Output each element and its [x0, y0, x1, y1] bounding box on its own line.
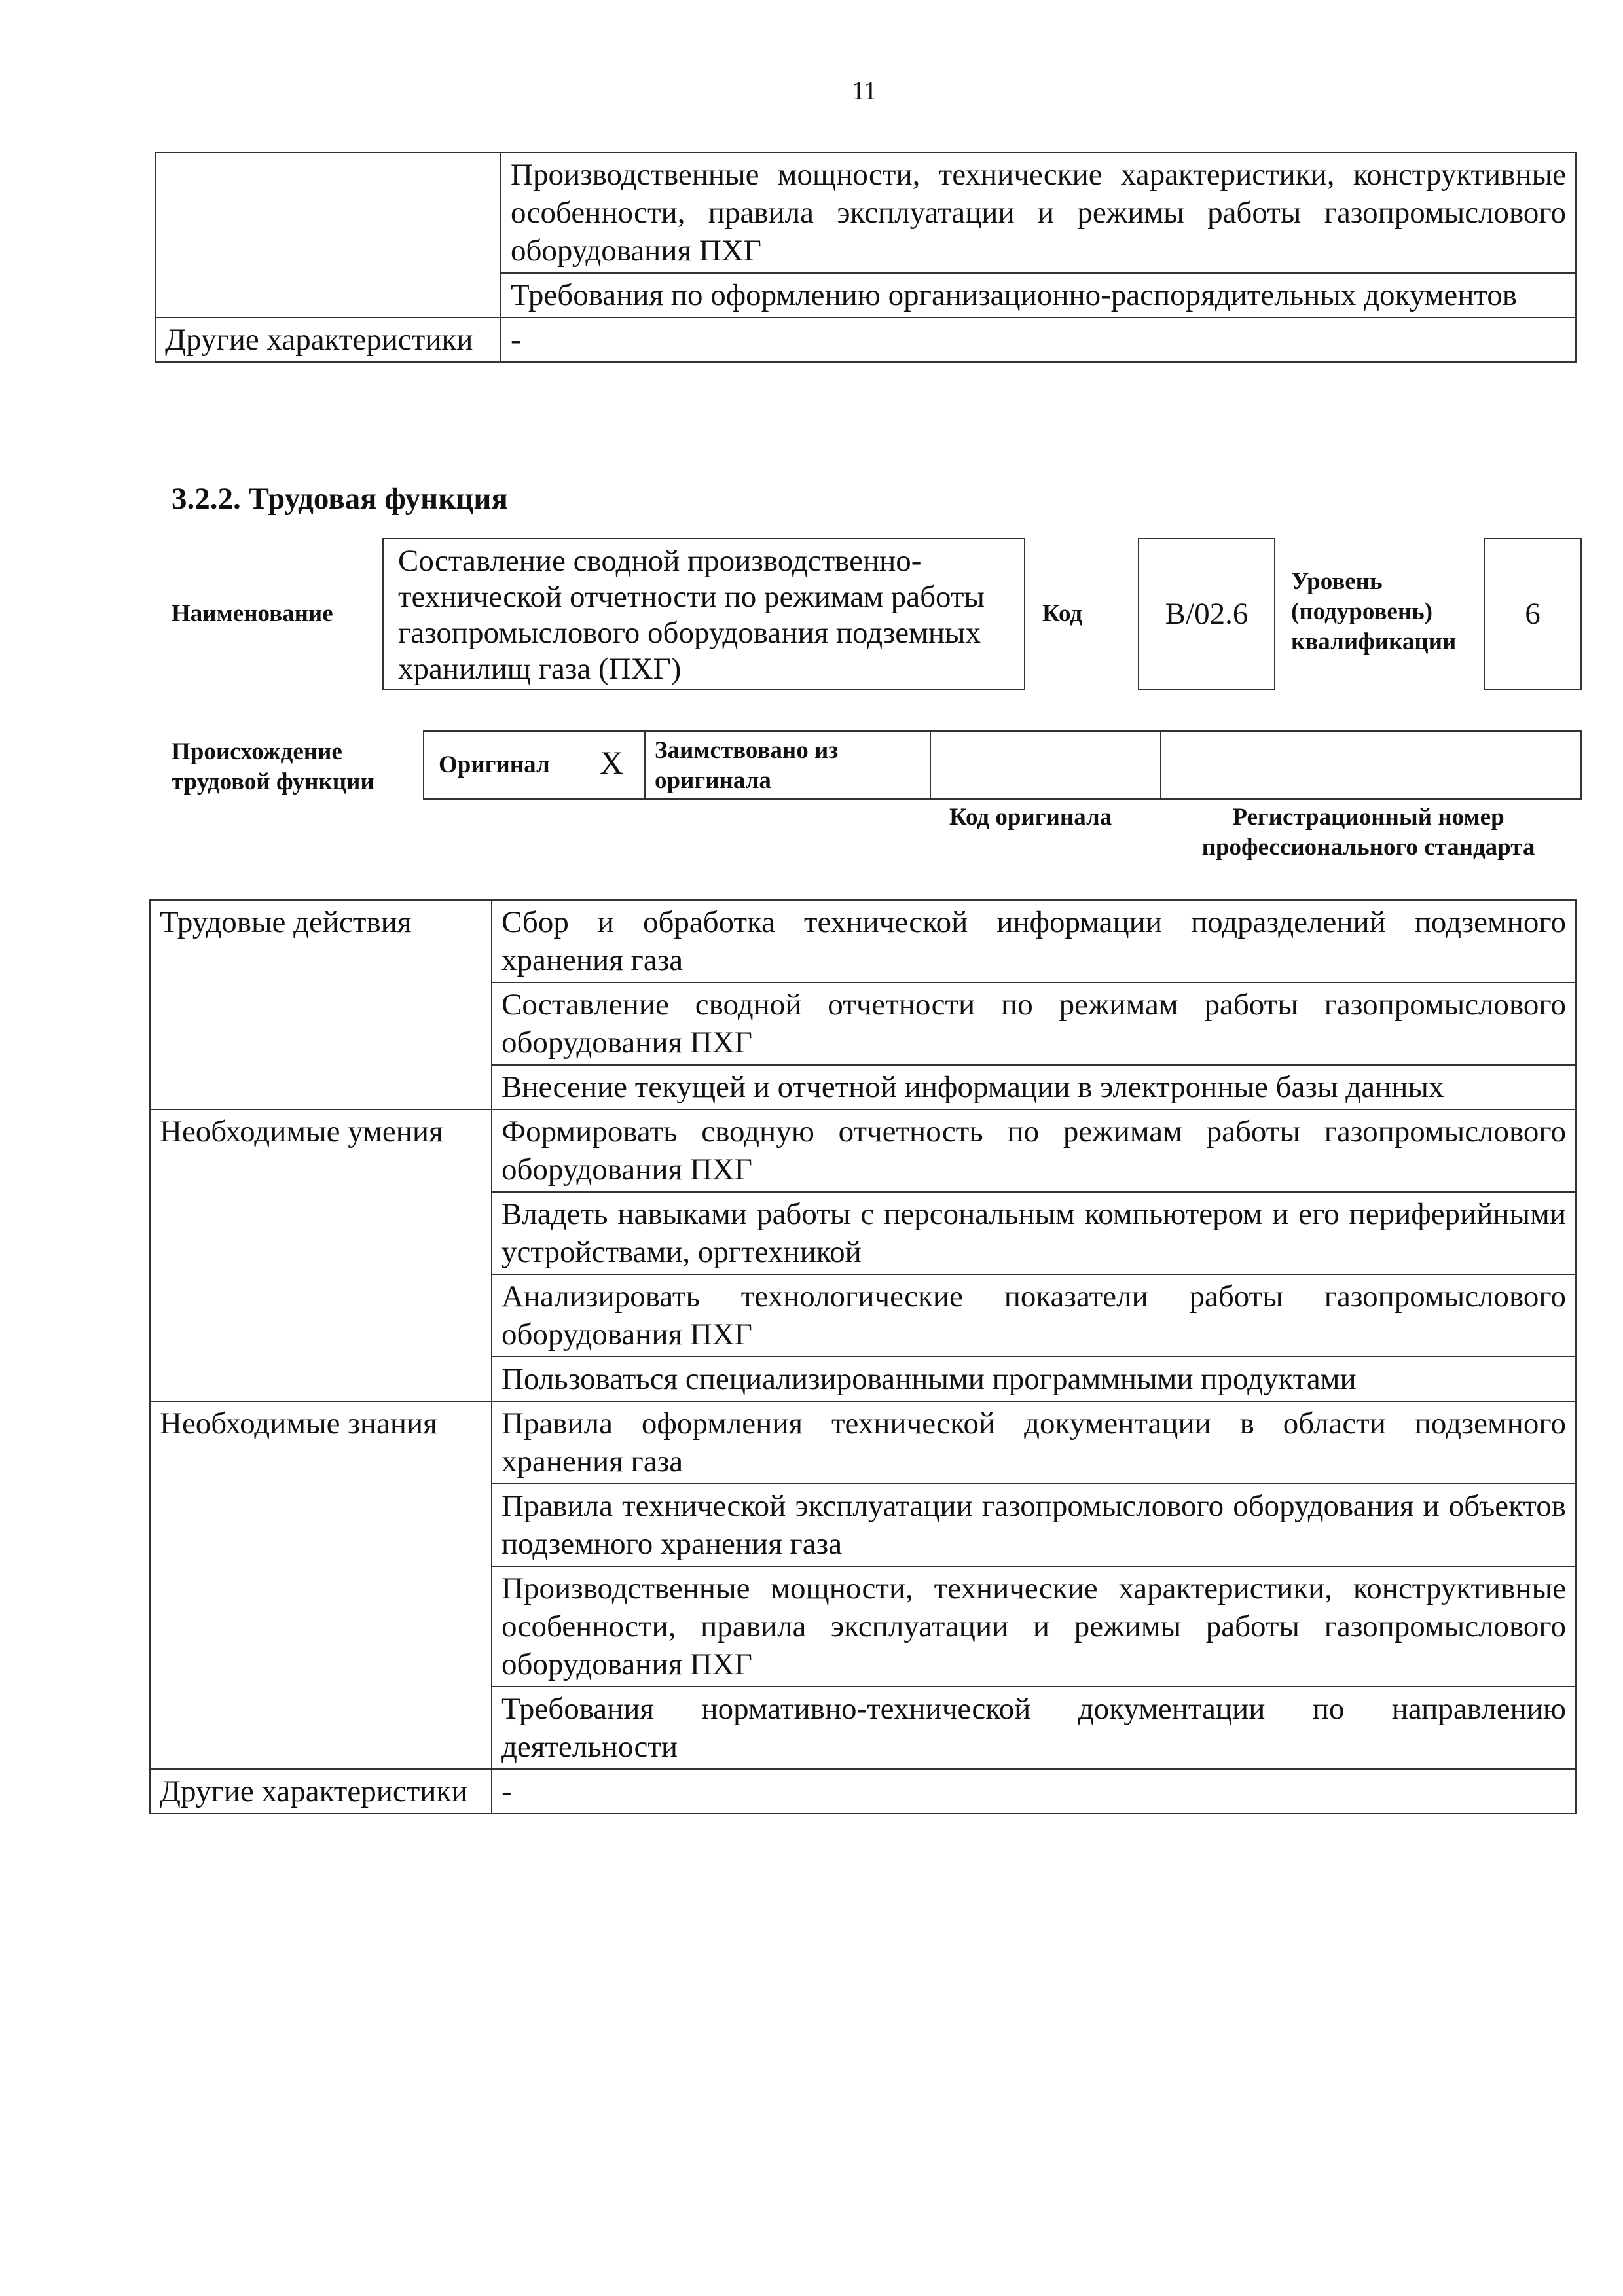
row-label: [155, 152, 501, 317]
section-heading: 3.2.2. Трудовая функция: [172, 482, 508, 516]
row-item: Производственные мощности, технические характеристики, конструктивные особенности, правила эксплуатации и режимы работы газопромыслового оборудования ПХГ: [501, 152, 1576, 273]
origin-divider: [1160, 732, 1161, 798]
code-box: [1138, 538, 1275, 690]
row-label: Трудовые действия: [150, 900, 492, 1109]
row-label: Другие характеристики: [155, 317, 501, 362]
main-table: [149, 899, 1577, 1814]
row-item: Владеть навыками работы с персональным компьютером и его периферийными устройствами, оргтехникой: [492, 1192, 1576, 1274]
table-row: [155, 317, 1576, 362]
row-item: Правила технической эксплуатации газопромыслового оборудования и объектов подземного хранения газа: [492, 1484, 1576, 1566]
row-item: Правила оформления технической документации в области подземного хранения газа: [492, 1401, 1576, 1484]
table-row: [150, 900, 1576, 982]
level-value: 6: [1525, 597, 1541, 631]
row-item: Анализировать технологические показатели работы газопромыслового оборудования ПХГ: [492, 1274, 1576, 1357]
code-value: B/02.6: [1165, 597, 1249, 631]
name-label: Наименование: [172, 600, 333, 627]
table-row: [150, 1769, 1576, 1814]
original-label: Оригинал: [439, 751, 550, 778]
origin-divider: [644, 732, 646, 798]
row-label: Необходимые знания: [150, 1401, 492, 1769]
origin-box: [423, 730, 1582, 800]
origin-divider: [930, 732, 931, 798]
row-item: Пользоваться специализированными программными продуктами: [492, 1357, 1576, 1401]
reg-number-caption: Регистрационный номер профессионального стандарта: [1201, 804, 1535, 861]
table-row: [155, 152, 1576, 273]
top-table: [155, 152, 1577, 363]
row-item: Составление сводной отчетности по режимам работы газопромыслового оборудования ПХГ: [492, 982, 1576, 1065]
row-item: -: [492, 1769, 1576, 1814]
row-item: -: [501, 317, 1576, 362]
original-mark: X: [600, 744, 624, 781]
borrowed-label: Заимствовано из оригинала: [655, 737, 839, 794]
row-item: Требования нормативно-технической документации по направлению деятельности: [492, 1687, 1576, 1769]
row-item: Формировать сводную отчетность по режимам работы газопромыслового оборудования ПХГ: [492, 1109, 1576, 1192]
code-label: Код: [1042, 600, 1083, 627]
row-item: Требования по оформлению организационно-распорядительных документов: [501, 273, 1576, 317]
row-item: Сбор и обработка технической информации подразделений подземного хранения газа: [492, 900, 1576, 982]
level-box: [1484, 538, 1582, 690]
level-label: Уровень (подуровень) квалификации: [1291, 568, 1457, 655]
page-number: 11: [851, 76, 877, 105]
main-table-body: [150, 900, 1576, 1814]
row-label: Другие характеристики: [150, 1769, 492, 1814]
top-table-body: [155, 152, 1576, 362]
table-row: [150, 1109, 1576, 1192]
table-row: [150, 1401, 1576, 1484]
function-name-box: Составление сводной производственно-технической отчетности по режимам работы газопромыслового оборудования подземных хранилищ газа (ПХГ): [382, 538, 1025, 690]
code-original-caption: Код оригинала: [949, 804, 1112, 831]
origin-label: Происхождение трудовой функции: [172, 738, 374, 795]
row-item: Внесение текущей и отчетной информации в электронные базы данных: [492, 1065, 1576, 1109]
row-item: Производственные мощности, технические характеристики, конструктивные особенности, правила эксплуатации и режимы работы газопромыслового оборудования ПХГ: [492, 1566, 1576, 1687]
row-label: Необходимые умения: [150, 1109, 492, 1401]
